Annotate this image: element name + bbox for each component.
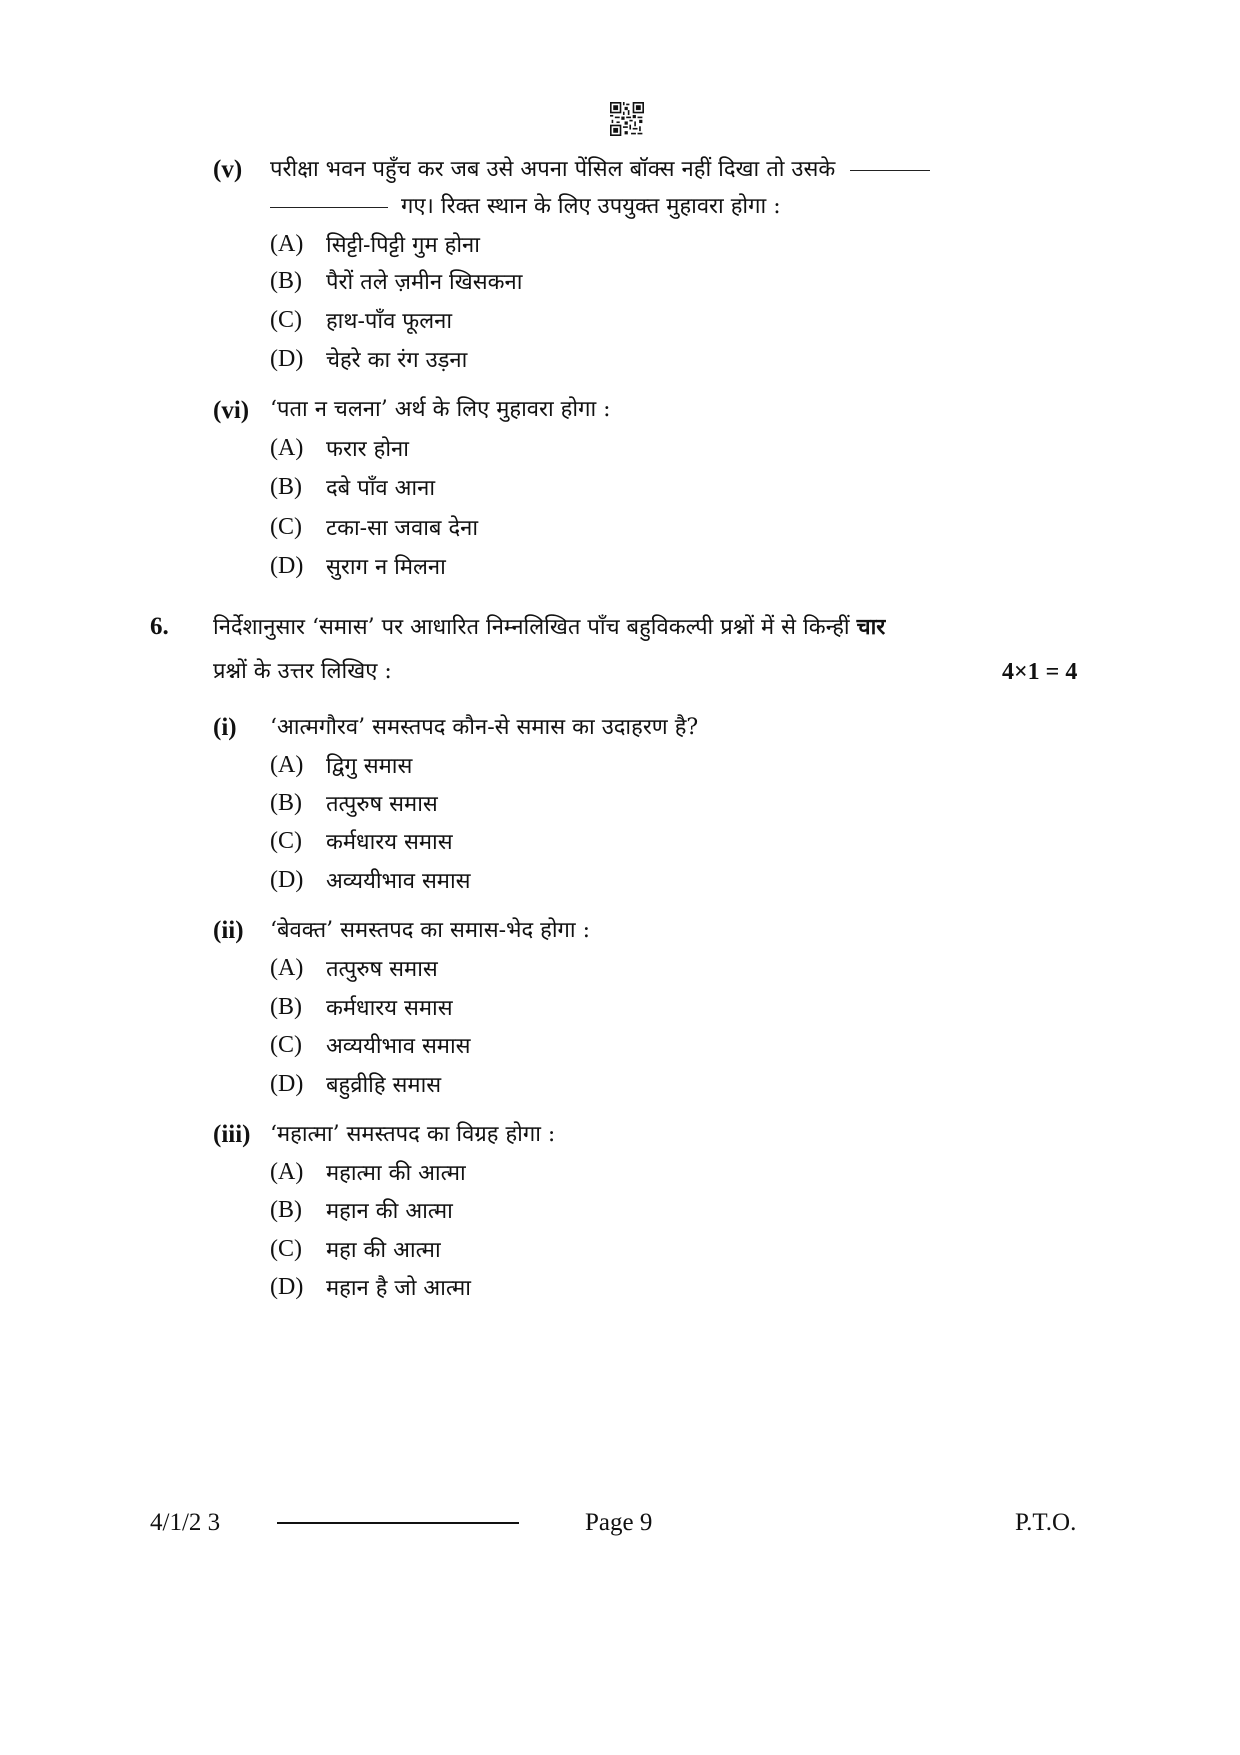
- question-label: (ii): [213, 917, 244, 944]
- question-text: ‘आत्मगौरव’ समस्तपद कौन-से समास का उदाहरण है?: [270, 715, 699, 740]
- option-key: (C): [270, 1032, 302, 1058]
- option-key: (C): [270, 1236, 302, 1262]
- option-text: फरार होना: [326, 437, 409, 462]
- option-text: पैरों तले ज़मीन खिसकना: [326, 270, 523, 295]
- qr-code-icon: [609, 102, 645, 136]
- option-key: (A): [270, 435, 304, 461]
- option-text: सुराग न मिलना: [326, 555, 446, 580]
- question-text: ‘बेवक्त’ समस्तपद का समास-भेद होगा :: [270, 918, 591, 943]
- option-text: महान है जो आत्मा: [326, 1276, 471, 1301]
- paper-code: 4/1/2 3: [150, 1509, 221, 1536]
- option-key: (A): [270, 231, 304, 257]
- option-text: कर्मधारय समास: [326, 830, 453, 855]
- option-text: तत्पुरुष समास: [326, 792, 438, 817]
- option-key: (D): [270, 1274, 304, 1300]
- option-text: दबे पाँव आना: [326, 476, 436, 501]
- option-key: (A): [270, 752, 304, 778]
- question-text-continued: [270, 192, 781, 222]
- question-instruction-line2: प्रश्नों के उत्तर लिखिए :: [213, 659, 392, 684]
- option-key: (C): [270, 514, 302, 540]
- question-label: (vi): [213, 397, 250, 424]
- option-text: चेहरे का रंग उड़ना: [326, 348, 468, 373]
- blank-line: [270, 207, 388, 208]
- option-text: टका-सा जवाब देना: [326, 516, 479, 541]
- option-key: (B): [270, 1197, 302, 1223]
- marks-allocation: 4×1 = 4: [1002, 659, 1078, 685]
- question-instruction-bold: चार: [856, 614, 886, 640]
- option-text: महात्मा की आत्मा: [326, 1161, 466, 1186]
- option-key: (D): [270, 1071, 304, 1097]
- question-text: [270, 155, 930, 185]
- option-key: (A): [270, 955, 304, 981]
- option-text: द्विगु समास: [326, 754, 413, 779]
- footer-divider: [277, 1522, 519, 1524]
- question-instruction: [213, 612, 885, 643]
- option-key: (B): [270, 474, 302, 500]
- option-key: (C): [270, 307, 302, 333]
- option-key: (D): [270, 867, 304, 893]
- option-key: (B): [270, 994, 302, 1020]
- question-text: ‘महात्मा’ समस्तपद का विग्रह होगा :: [270, 1122, 556, 1147]
- pto-label: P.T.O.: [1015, 1509, 1077, 1536]
- option-text: अव्ययीभाव समास: [326, 869, 471, 894]
- question-label: (v): [213, 156, 243, 183]
- option-text: कर्मधारय समास: [326, 996, 453, 1021]
- question-number: 6.: [150, 613, 169, 640]
- question-instruction-text: निर्देशानुसार ‘समास’ पर आधारित निम्नलिखित पाँच बहुविकल्पी प्रश्नों में से किन्हीं: [213, 615, 850, 640]
- page-number: Page 9: [585, 1509, 653, 1536]
- option-text: अव्ययीभाव समास: [326, 1034, 471, 1059]
- option-key: (D): [270, 346, 304, 372]
- option-text: महा की आत्मा: [326, 1238, 441, 1263]
- option-text: महान की आत्मा: [326, 1199, 453, 1224]
- option-key: (B): [270, 790, 302, 816]
- option-key: (B): [270, 268, 302, 294]
- option-text: तत्पुरुष समास: [326, 957, 438, 982]
- question-text: ‘पता न चलना’ अर्थ के लिए मुहावरा होगा :: [270, 397, 611, 422]
- question-text-line1: परीक्षा भवन पहुँच कर जब उसे अपना पेंसिल बॉक्स नहीं दिखा तो उसके: [270, 157, 836, 182]
- option-text: सिट्टी-पिट्टी गुम होना: [326, 233, 480, 258]
- option-key: (C): [270, 828, 302, 854]
- option-text: हाथ-पाँव फूलना: [326, 309, 453, 334]
- question-label: (i): [213, 714, 237, 741]
- option-key: (A): [270, 1159, 304, 1185]
- option-text: बहुव्रीहि समास: [326, 1073, 442, 1098]
- option-key: (D): [270, 553, 304, 579]
- question-text-line2: गए। रिक्त स्थान के लिए उपयुक्त मुहावरा होगा :: [401, 194, 781, 219]
- question-label: (iii): [213, 1121, 251, 1148]
- blank-line: [850, 170, 930, 171]
